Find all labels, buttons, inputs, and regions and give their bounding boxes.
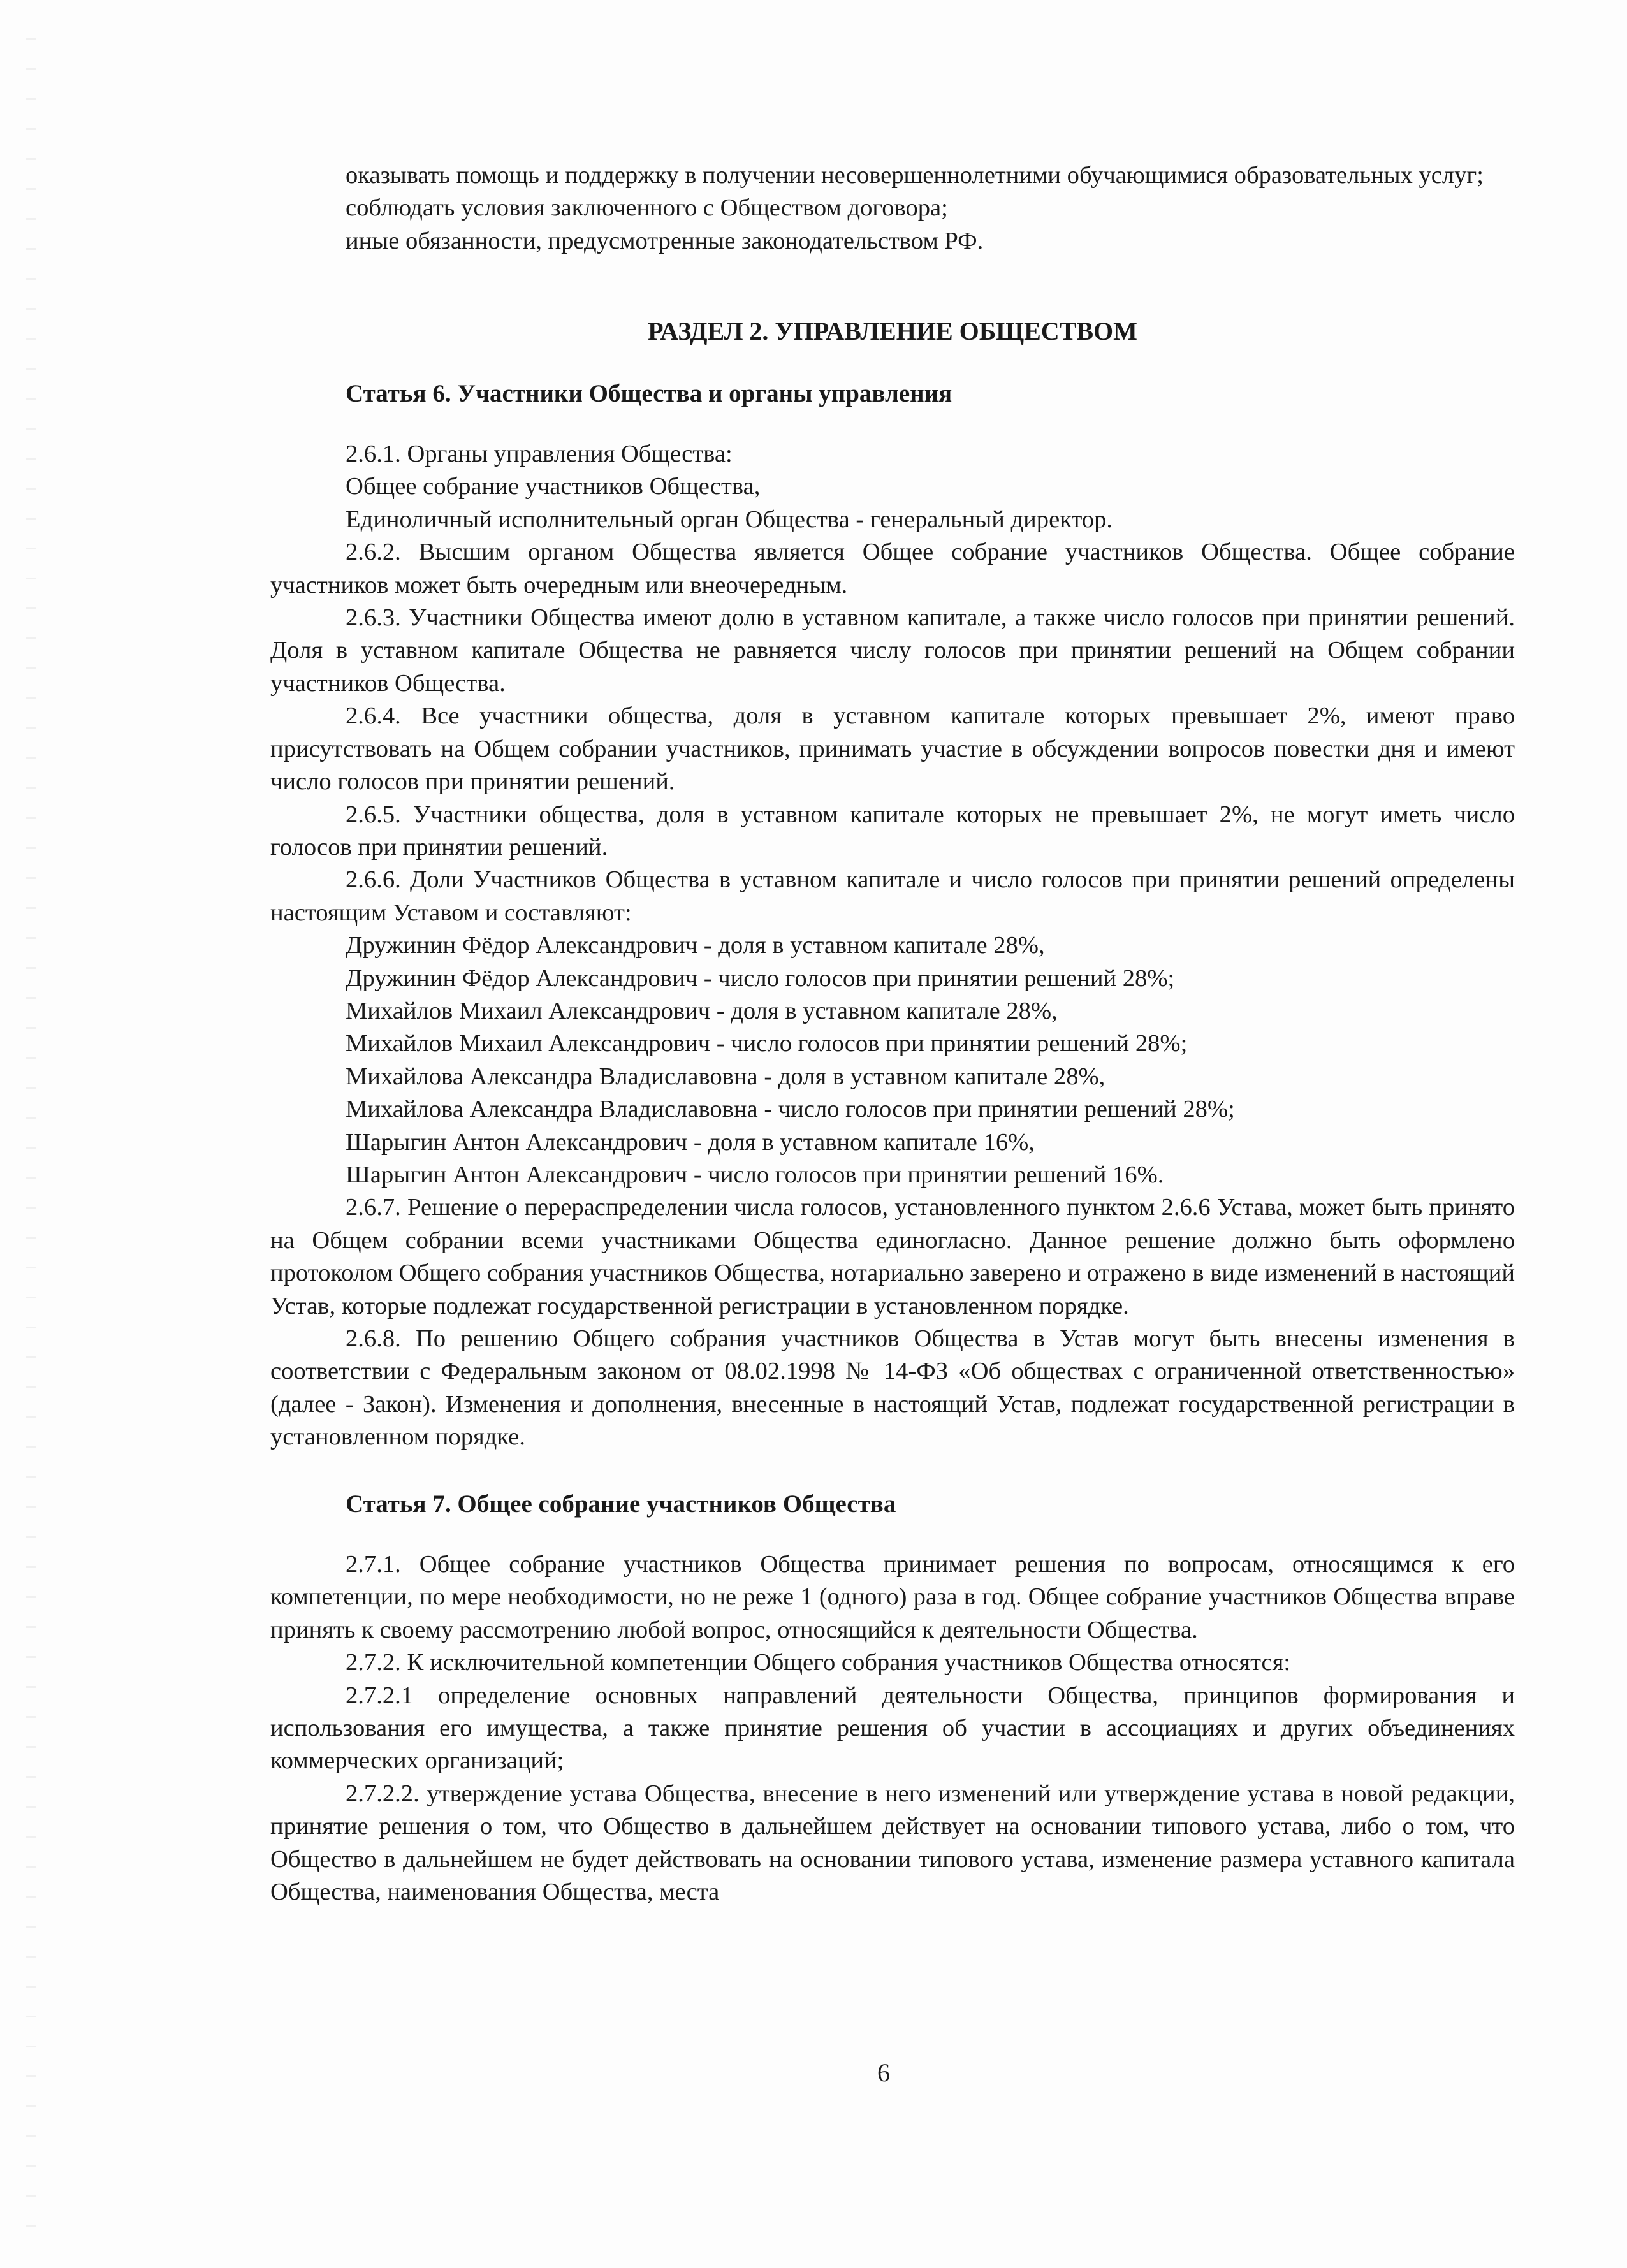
article-7-paragraph: 2.7.2.2. утверждение устава Общества, внесение в него изменений или утверждение устава в новой редакции, принятие решения о том, что Общество в дальнейшем действует на основании типового устава, либо о том, что Общество в дальнейшем не будет действовать на основании типового устава, изменение размера уставного капитала Общества, наименования Общества, места [270,1780,1515,1906]
participant-line: Дружинин Фёдор Александрович - число голосов при принятии решений 28%; [346,964,1175,992]
article-6-paragraph: 2.6.2. Высшим органом Общества является Общее собрание участников Общества. Общее собрание участников может быть очередным или внеочередным. [270,539,1515,599]
article-6-paragraph: 2.6.5. Участники общества, доля в уставном капитале которых не превышает 2%, не могут иметь число голосов при принятии решений. [270,801,1515,861]
participant-line: Шарыгин Антон Александрович - доля в уставном капитале 16%, [346,1128,1035,1156]
article-7-paragraph: 2.7.2. К исключительной компетенции Общего собрания участников Общества относятся: [346,1649,1291,1676]
intro-paragraph: оказывать помощь и поддержку в получении несовершеннолетними обучающимися образовательных услуг; [346,162,1484,189]
page-number: 6 [877,2058,890,2087]
document-body [270,159,1515,1909]
participant-line: Михайлова Александра Владиславовна - число голосов при принятии решений 28%; [346,1096,1235,1123]
article-6-paragraph: Единоличный исполнительный орган Общества - генеральный директор. [346,505,1113,533]
article-6-paragraph: 2.6.8. По решению Общего собрания участников Общества в Устав могут быть внесены изменения в соответствии с Федеральным законом от 08.02.1998 № 14-ФЗ «Об обществах с ограниченной ответственностью» (далее - Закон). Изменения и дополнения, внесенные в настоящий Устав, подлежат государственной регистрации в установленном порядке. [270,1325,1515,1451]
participant-line: Шарыгин Антон Александрович - число голосов при принятии решений 16%. [346,1161,1164,1188]
participant-line: Дружинин Фёдор Александрович - доля в уставном капитале 28%, [346,932,1045,959]
article-7-paragraph: 2.7.1. Общее собрание участников Общества принимает решения по вопросам, относящимся к его компетенции, по мере необходимости, но не реже 1 (одного) раза в год. Общее собрание участников Общества вправе принять к своему рассмотрению любой вопрос, относящийся к деятельности Общества. [270,1551,1515,1643]
participant-line: Михайлов Михаил Александрович - число голосов при принятии решений 28%; [346,1030,1188,1058]
intro-paragraph: соблюдать условия заключенного с Обществом договора; [346,194,948,222]
article-6-title: Статья 6. Участники Общества и органы управления [346,379,952,407]
intro-paragraph: иные обязанности, предусмотренные законодательством РФ. [346,227,984,254]
article-7-paragraph: 2.7.2.1 определение основных направлений деятельности Общества, принципов формирования и использования его имущества, а также принятие решения об участии в ассоциациях и других объединениях коммерческих организаций; [270,1682,1515,1775]
participant-line: Михайлова Александра Владиславовна - доля в уставном капитале 28%, [346,1063,1105,1090]
article-6-paragraph: 2.6.4. Все участники общества, доля в уставном капитале которых превышает 2%, имеют право присутствовать на Общем собрании участников, принимать участие в обсуждении вопросов повестки дня и имеют число голосов при принятии решений. [270,702,1515,796]
article-6-paragraph: 2.6.7. Решение о перераспределении числа голосов, установленного пунктом 2.6.6 Устава, может быть принято на Общем собрании всеми участниками Общества единогласно. Данное решение должно быть оформлено протоколом Общего собрания участников Общества, нотариально заверено и отражено в виде изменений в настоящий Устав, которые подлежат государственной регистрации в установленном порядке. [270,1194,1515,1319]
scan-edge-mark [26,38,36,2231]
participant-line: Михайлов Михаил Александрович - доля в уставном капитале 28%, [346,997,1058,1024]
article-6-paragraph: 2.6.6. Доли Участников Общества в уставном капитале и число голосов при принятии решений определены настоящим Уставом и составляют: [270,866,1515,926]
section-title: РАЗДЕЛ 2. УПРАВЛЕНИЕ ОБЩЕСТВОМ [648,317,1137,346]
article-6-paragraph: Общее собрание участников Общества, [346,473,761,500]
article-7-title: Статья 7. Общее собрание участников Общества [346,1490,896,1518]
article-6-paragraph: 2.6.1. Органы управления Общества: [346,440,733,468]
article-6-paragraph: 2.6.3. Участники Общества имеют долю в уставном капитале, а также число голосов при принятии решений. Доля в уставном капитале Общества не равняется числу голосов при принятии решений на Общем собрании участников Общества. [270,604,1515,697]
